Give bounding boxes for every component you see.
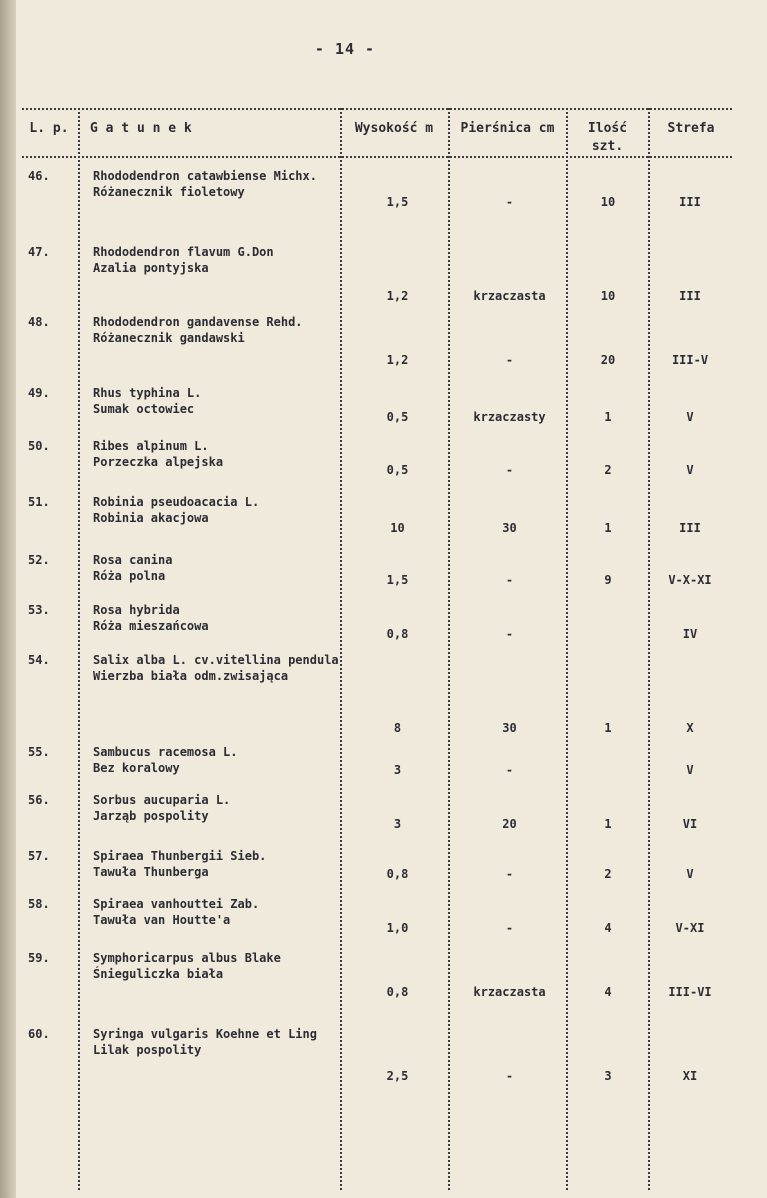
- species-name-line: Robinia pseudoacacia L.: [93, 495, 260, 509]
- quantity-value: 1: [604, 521, 612, 535]
- height-value: 1,5: [386, 573, 409, 587]
- row-number: 52.: [28, 553, 50, 567]
- zone-value: III: [679, 195, 701, 209]
- column-divider: [566, 108, 568, 1190]
- species-name-line: Syringa vulgaris Koehne et Ling: [93, 1027, 317, 1041]
- species-name-line: Rhododendron gandavense Rehd.: [93, 315, 303, 329]
- quantity-value: 10: [600, 289, 616, 303]
- species-name-line: Salix alba L. cv.vitellina pendula: [93, 653, 339, 667]
- height-value: 3: [393, 763, 402, 777]
- diameter-value: krzaczasta: [473, 289, 546, 303]
- zone-value: XI: [682, 1069, 698, 1083]
- height-value: 3: [393, 817, 402, 831]
- diameter-value: -: [505, 921, 514, 935]
- species-name-line: Ribes alpinum L.: [93, 439, 209, 453]
- quantity-value: 2: [604, 867, 612, 881]
- species-name-line: Różanecznik fioletowy: [93, 185, 245, 199]
- row-number: 54.: [28, 653, 50, 667]
- row-number: 55.: [28, 745, 50, 759]
- row-number: 58.: [28, 897, 50, 911]
- quantity-value: 4: [604, 985, 612, 999]
- row-number: 48.: [28, 315, 50, 329]
- height-value: 8: [393, 721, 402, 735]
- zone-value: V-XI: [675, 921, 705, 935]
- header-lp: L. p.: [29, 121, 69, 136]
- page-number: - 14 -: [314, 40, 376, 58]
- zone-value: III: [679, 521, 701, 535]
- species-name: [93, 744, 343, 776]
- species-name-line: Symphoricarpus albus Blake: [93, 951, 281, 965]
- row-number: 46.: [28, 169, 50, 183]
- diameter-value: -: [505, 627, 514, 641]
- page-binding-edge: [0, 0, 16, 1198]
- height-value: 1,2: [386, 289, 409, 303]
- diameter-value: -: [505, 573, 514, 587]
- species-name: [93, 438, 343, 470]
- zone-value: V: [686, 867, 694, 881]
- diameter-value: 30: [502, 721, 517, 735]
- species-name: [93, 896, 343, 928]
- zone-value: IV: [682, 627, 698, 641]
- height-value: 0,8: [386, 867, 409, 881]
- height-value: 1,2: [386, 353, 409, 367]
- species-name: [93, 552, 343, 584]
- species-name-line: Rhus typhina L.: [93, 386, 202, 400]
- species-name-line: Spiraea vanhouttei Zab.: [93, 897, 260, 911]
- row-number: 47.: [28, 245, 50, 259]
- quantity-value: 9: [604, 573, 612, 587]
- quantity-value: 1: [604, 817, 612, 831]
- species-name: [93, 602, 343, 634]
- species-name: [93, 494, 343, 526]
- species-name-line: Sorbus aucuparia L.: [93, 793, 231, 807]
- species-name-line: Rhododendron flavum G.Don: [93, 245, 274, 259]
- row-number: 59.: [28, 951, 50, 965]
- column-divider: [448, 108, 450, 1190]
- species-name-line: Sumak octowiec: [93, 402, 195, 416]
- height-value: 0,8: [386, 985, 409, 999]
- diameter-value: -: [505, 763, 514, 777]
- species-name-line: Rosa hybrida: [93, 603, 180, 617]
- quantity-value: 2: [604, 463, 612, 477]
- diameter-value: -: [505, 195, 514, 209]
- row-number: 53.: [28, 603, 50, 617]
- zone-value: X: [686, 721, 694, 735]
- species-name-line: Rhododendron catawbiense Michx.: [93, 169, 317, 183]
- species-name-line: Robinia akacjowa: [93, 511, 209, 525]
- species-name-line: Sambucus racemosa L.: [93, 745, 238, 759]
- species-name-line: Wierzba biała odm.zwisająca: [93, 669, 289, 683]
- species-name-line: Tawuła Thunberga: [93, 865, 209, 879]
- height-value: 10: [390, 521, 405, 535]
- height-value: 1,0: [386, 921, 409, 935]
- quantity-value: 10: [600, 195, 616, 209]
- row-number: 50.: [28, 439, 50, 453]
- species-name: [93, 1026, 343, 1058]
- column-divider: [78, 108, 80, 1190]
- header-piersnica: Pierśnica cm: [460, 121, 555, 136]
- height-value: 0,5: [386, 410, 409, 424]
- zone-value: V: [686, 463, 694, 477]
- species-name-line: Różanecznik gandawski: [93, 331, 245, 345]
- zone-value: V: [686, 763, 694, 777]
- zone-value: III: [679, 289, 701, 303]
- species-name-line: Róża polna: [93, 569, 166, 583]
- species-name-line: Rosa canina: [93, 553, 173, 567]
- header-wysokosc: Wysokość m: [354, 121, 434, 136]
- diameter-value: 30: [502, 521, 517, 535]
- species-name-line: Róża mieszańcowa: [93, 619, 209, 633]
- species-name-line: Śnieguliczka biała: [93, 967, 224, 981]
- species-name: [93, 314, 343, 346]
- height-value: 0,8: [386, 627, 409, 641]
- height-value: 1,5: [386, 195, 409, 209]
- zone-value: VI: [682, 817, 698, 831]
- table-top-border: [22, 108, 732, 110]
- row-number: 56.: [28, 793, 50, 807]
- quantity-value: 20: [600, 353, 616, 367]
- species-name-line: Porzeczka alpejska: [93, 455, 224, 469]
- row-number: 49.: [28, 386, 50, 400]
- species-name-line: Azalia pontyjska: [93, 261, 209, 275]
- row-number: 57.: [28, 849, 50, 863]
- species-name-line: Tawuła van Houtte'a: [93, 913, 231, 927]
- diameter-value: -: [505, 353, 514, 367]
- species-name-line: Spiraea Thunbergii Sieb.: [93, 849, 267, 863]
- diameter-value: -: [505, 463, 514, 477]
- row-number: 60.: [28, 1027, 50, 1041]
- zone-value: V-X-XI: [668, 573, 712, 587]
- quantity-value: 1: [604, 410, 612, 424]
- row-number: 51.: [28, 495, 50, 509]
- diameter-value: 20: [502, 817, 517, 831]
- diameter-value: -: [505, 1069, 514, 1083]
- table-header-separator: [22, 156, 732, 158]
- quantity-value: 1: [604, 721, 612, 735]
- species-name-line: Bez koralowy: [93, 761, 180, 775]
- quantity-value: 4: [604, 921, 612, 935]
- species-name: [93, 848, 343, 880]
- species-name: [93, 950, 343, 982]
- zone-value: III-VI: [668, 985, 712, 999]
- species-name: [93, 244, 343, 276]
- zone-value: III-V: [671, 353, 709, 367]
- header-gatunek: G a t u n e k: [90, 121, 192, 136]
- species-name: [93, 168, 343, 200]
- species-name: [93, 385, 343, 417]
- header-ilosc: Ilość szt.: [587, 121, 628, 154]
- height-value: 0,5: [386, 463, 409, 477]
- header-strefa: Strefa: [667, 121, 715, 136]
- column-divider: [648, 108, 650, 1190]
- species-name-line: Lilak pospolity: [93, 1043, 202, 1057]
- quantity-value: 3: [604, 1069, 612, 1083]
- diameter-value: krzaczasty: [473, 410, 546, 424]
- species-name: [93, 652, 343, 684]
- diameter-value: krzaczasta: [473, 985, 546, 999]
- species-name: [93, 792, 343, 824]
- species-name-line: Jarząb pospolity: [93, 809, 209, 823]
- height-value: 2,5: [386, 1069, 409, 1083]
- zone-value: V: [686, 410, 694, 424]
- diameter-value: -: [505, 867, 514, 881]
